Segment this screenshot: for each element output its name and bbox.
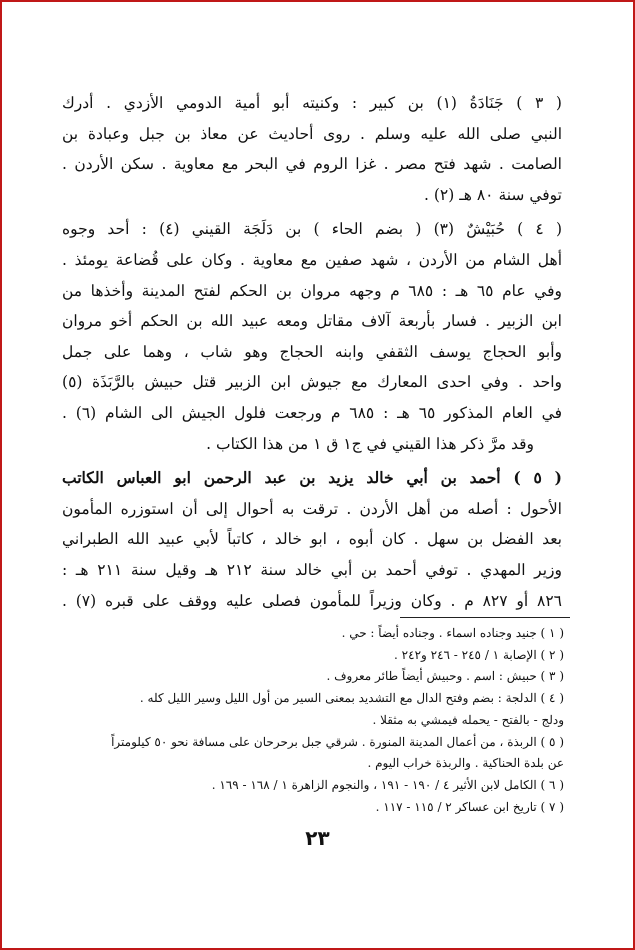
text-line: ( ٥ ) أحمد بن أبي خالد يزيد بن عبد الرحمن ابو العباس الكاتب <box>62 468 562 488</box>
text-line: ٨٢٦ أو ٨٢٧ م . وكان وزيراً للمأمون فصلى عليه ووقف على قبره (٧) . <box>62 591 562 610</box>
text-line: وزير المهدي . توفي أحمد بن أبي خالد سنة ٢١٢ هـ وقيل سنة ٢١١ هـ : <box>62 560 562 579</box>
text-line: بعد الفضل بن سهل . كان أبوه ، ابو خالد ، كاتباً لأبي عبيد الله الطبراني <box>62 530 562 549</box>
footnote: عن بلدة الحناكية . والربذة خراب اليوم . <box>367 756 564 771</box>
entry-junada <box>62 88 562 210</box>
text-line: وفي عام ٦٥ هـ : ٦٨٥ م وجهه مروان بن الحكم لفتح المدينة وأخذها من <box>62 281 562 300</box>
text-line: ابن الزبير . فسار بأربعة آلاف مقاتل ومعه عبيد الله بن الحكم أخو مروان <box>62 312 562 331</box>
footnote: ( ٤ ) الدلجة : بضم وفتح الدال مع التشديد بمعنى السير من أول الليل وسير الليل كله . <box>139 691 564 706</box>
text-line: وأبو الحجاج يوسف الثقفي وابنه الحجاج وهو شاب ، وهما على جمل <box>62 342 562 361</box>
text-line: النبي صلى الله عليه وسلم . روى أحاديث عن معاذ بن جبل وعبادة بن <box>62 124 562 143</box>
text-line: الصامت . شهد فتح مصر . غزا الروم في البحر مع معاوية . سكن الأردن . <box>62 155 562 174</box>
text-line: ( ٤ ) حُبَيْشٌ (٣) ( بضم الحاء ) بن دَلَجَة القيني (٤) : أحد وجوه <box>62 220 562 239</box>
entry-hubaysh <box>62 214 562 459</box>
footnote: ( ٢ ) الإصابة ١ / ٢٤٥ - ٢٤٦ و٢٤٢ . <box>394 647 564 662</box>
page-body <box>62 88 562 620</box>
footnote: ( ٥ ) الربذة ، من أعمال المدينة المنورة . شرقي جبل برحرحان على مسافة نحو ٥٠ كيلومتراً <box>111 734 564 749</box>
text-line: توفي سنة ٨٠ هـ (٢) . <box>424 185 562 204</box>
footnote: ( ٣ ) حبيش : اسم . وحبيش أيضاً طائر معروف . <box>326 669 564 684</box>
footnote: ( ٧ ) تاريخ ابن عساكر ٢ / ١١٥ - ١١٧ . <box>375 799 564 814</box>
footnote: ( ٦ ) الكامل لابن الأثير ٤ / ١٩٠ - ١٩١ ، والنجوم الزاهرة ١ / ١٦٨ - ١٦٩ . <box>211 777 564 792</box>
entry-ahmad <box>62 463 562 616</box>
text-line: ( ٣ ) جَنَادَةُ (١) بن كبير : وكنيته أبو أمية الدومي الأزدي . أدرك <box>62 94 562 112</box>
text-line: في العام المذكور ٦٥ هـ : ٦٨٥ م ورجعت فلول الجيش الى الشام (٦) . <box>62 403 562 422</box>
text-line: الأحول : أصله من أهل الأردن . ترقت به أحوال إلى أن استوزره المأمون <box>62 499 562 518</box>
page-number: ٢٣ <box>305 826 330 850</box>
footnote: ودلج - بالفتح - يحمله فيمشي به مثقلا . <box>372 712 564 727</box>
footnote-divider <box>400 617 570 618</box>
text-line: وقد مرَّ ذكر هذا القيني في ج١ ق ١ من هذا الكتاب . <box>206 434 534 453</box>
text-line: أهل الشام من الأردن ، شهد صفين مع معاوية . وكان على قُضاعة يومئذ . <box>62 250 562 269</box>
footnote: ( ١ ) جنيد وجناده اسماء . وجناده أيضاً : حي . <box>341 626 564 640</box>
text-line: واحد . وفي احدى المعارك مع جيوش ابن الزبير قتل حبيش بالرَّبَذَة (٥) <box>62 373 562 392</box>
footnotes <box>72 623 564 818</box>
